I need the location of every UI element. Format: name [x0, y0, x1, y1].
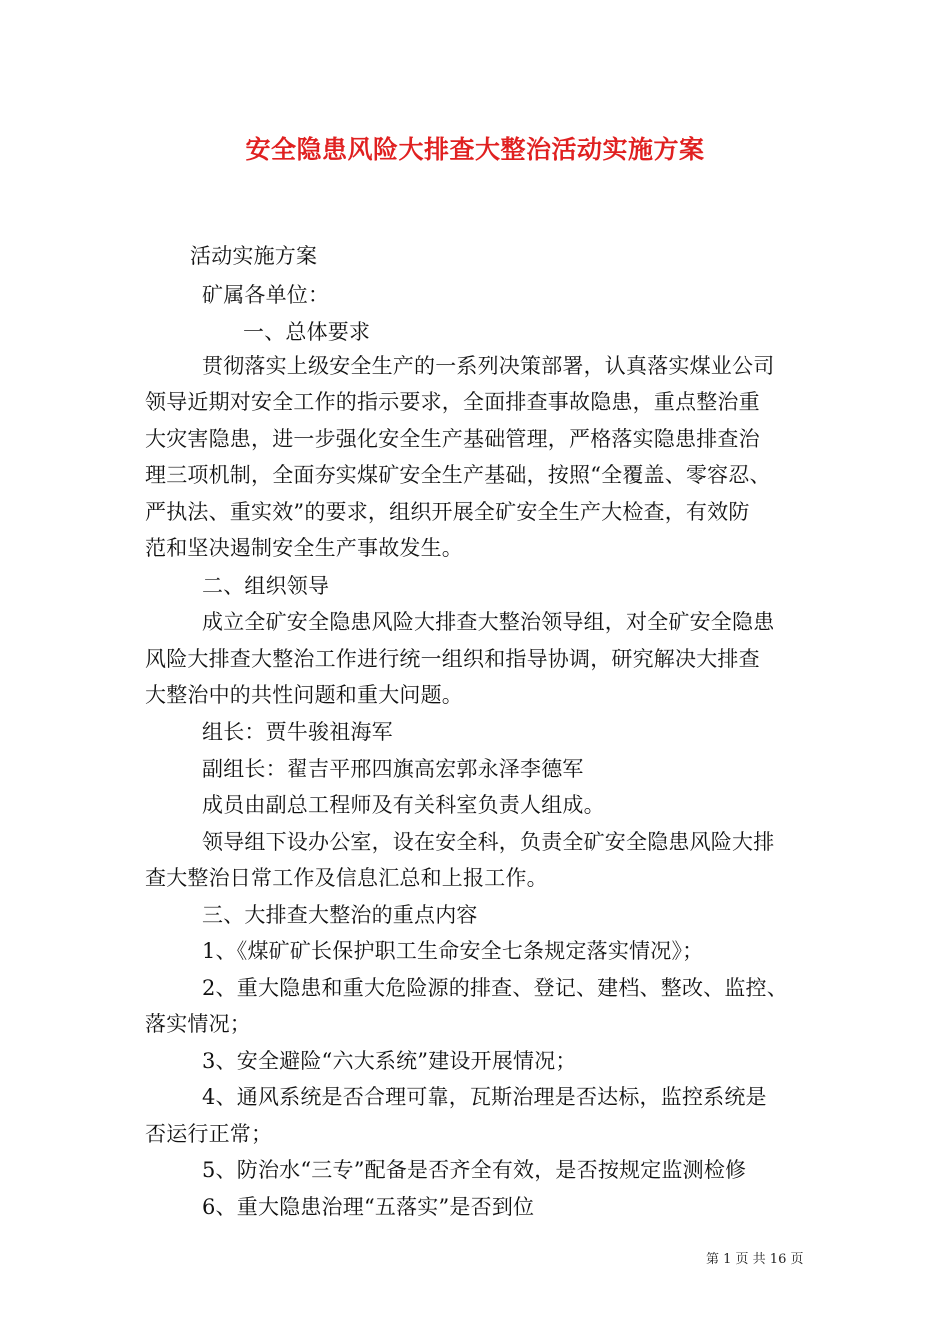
- section-heading-1: 一、总体要求: [243, 320, 371, 344]
- deputy-leader-line: 副组长：翟吉平邢四旗高宏郭永泽李德军: [202, 757, 584, 781]
- members-line: 成员由副总工程师及有关科室负责人组成。: [202, 793, 605, 817]
- page-number: 第 1 页 共 16 页: [706, 1252, 804, 1267]
- paragraph-line: 风险大排查大整治工作进行统一组织和指导协调，研究解决大排查: [145, 647, 760, 671]
- list-item: 6、重大隐患治理“五落实”是否到位: [202, 1195, 535, 1219]
- list-item: 否运行正常；: [145, 1122, 273, 1146]
- paragraph-line: 严执法、重实效”的要求，组织开展全矿安全生产大检查，有效防: [145, 500, 750, 524]
- paragraph-line: 大整治中的共性问题和重大问题。: [145, 683, 463, 707]
- list-item: 5、防治水“三专”配备是否齐全有效，是否按规定监测检修: [202, 1158, 747, 1182]
- paragraph-line: 范和坚决遏制安全生产事故发生。: [145, 536, 463, 560]
- paragraph-line: 领导组下设办公室，设在安全科，负责全矿安全隐患风险大排: [202, 830, 775, 854]
- list-item: 落实情况；: [145, 1012, 251, 1036]
- paragraph-line: 领导近期对安全工作的指示要求，全面排查事故隐患，重点整治重: [145, 390, 760, 414]
- list-item: 4、通风系统是否合理可靠，瓦斯治理是否达标，监控系统是: [202, 1085, 767, 1109]
- paragraph-line: 大灾害隐患，进一步强化安全生产基础管理，严格落实隐患排查治: [145, 427, 760, 451]
- paragraph-line: 贯彻落实上级安全生产的一系列决策部署，认真落实煤业公司: [202, 354, 775, 378]
- list-item: 1、《煤矿矿长保护职工生命安全七条规定落实情况》；: [202, 939, 704, 963]
- document-title: 安全隐患风险大排查大整治活动实施方案: [245, 135, 705, 164]
- paragraph-line: 查大整治日常工作及信息汇总和上报工作。: [145, 866, 548, 890]
- list-item: 3、安全避险“六大系统”建设开展情况；: [202, 1049, 577, 1073]
- salutation: 矿属各单位：: [202, 283, 330, 307]
- paragraph-line: 成立全矿安全隐患风险大排查大整治领导组，对全矿安全隐患: [202, 610, 775, 634]
- paragraph-line: 理三项机制，全面夯实煤矿安全生产基础，按照“全覆盖、零容忍、: [145, 463, 771, 487]
- section-heading-2: 二、组织领导: [202, 574, 330, 598]
- leader-line: 组长：贾牛骏祖海军: [202, 720, 393, 744]
- list-item: 2、重大隐患和重大危险源的排查、登记、建档、整改、监控、: [202, 976, 788, 1000]
- section-heading-3: 三、大排查大整治的重点内容: [202, 903, 478, 927]
- subtitle: 活动实施方案: [190, 244, 318, 268]
